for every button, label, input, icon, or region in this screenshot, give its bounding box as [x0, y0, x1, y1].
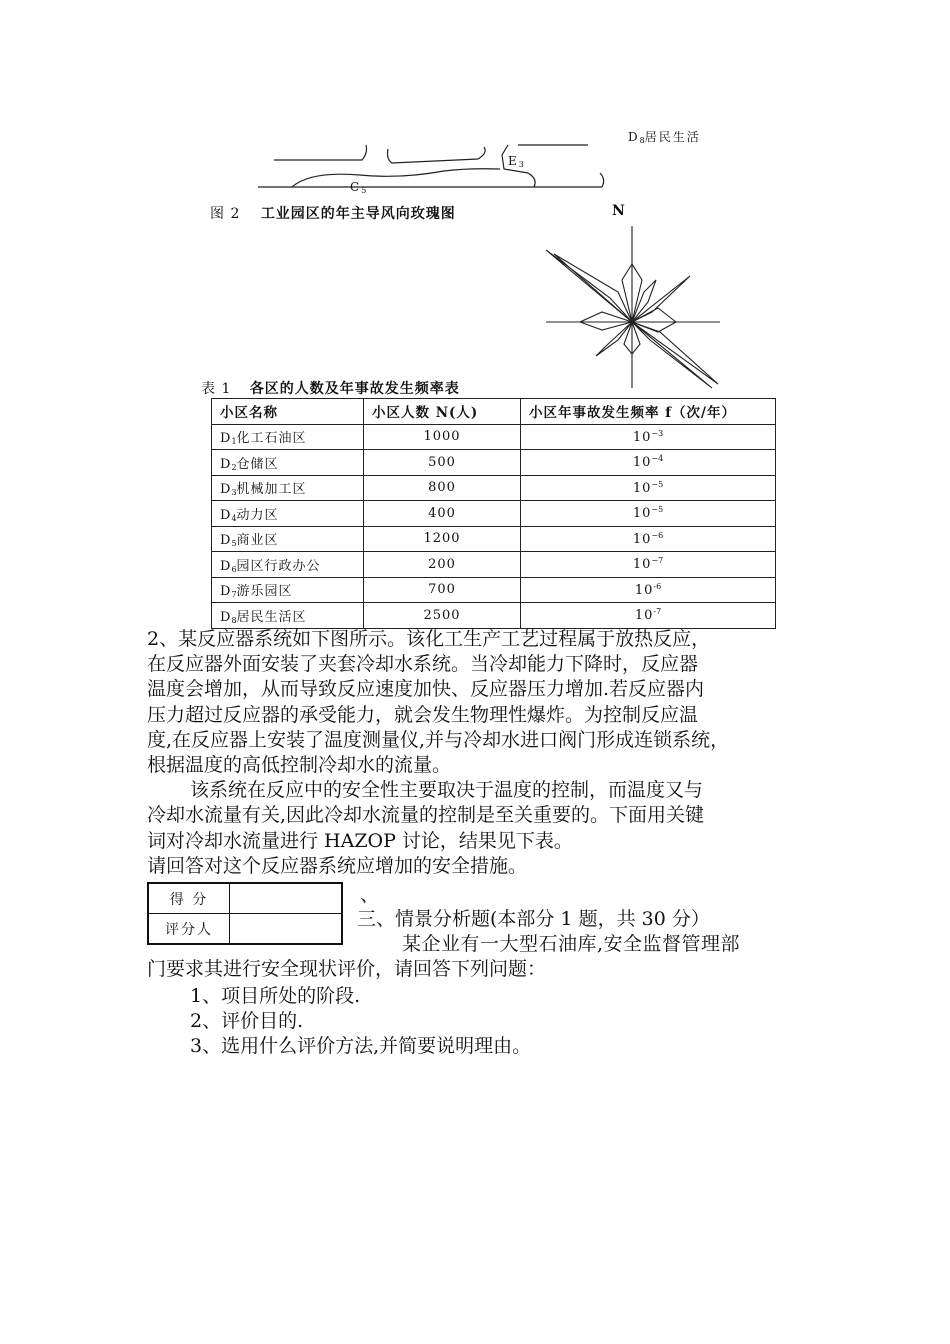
population-cell: 1200	[364, 526, 521, 552]
map-line-c5-curve	[292, 169, 500, 187]
figure-number: 图 2	[210, 206, 241, 222]
figure-title: 工业园区的年主导风向玫瑰图	[260, 206, 456, 222]
table-row	[212, 475, 776, 501]
q2-line: 该系统在反应中的安全性主要取决于温度的控制，而温度又与	[190, 779, 704, 802]
table-row	[212, 577, 776, 603]
section-3-question-2: 2、评价目的.	[190, 1010, 304, 1032]
q2-line: 请回答对这个反应器系统应增加的安全措施。	[147, 854, 528, 877]
district-name-cell: $D_2$仓储区	[212, 450, 364, 476]
rose-petal-se-2	[632, 322, 712, 388]
frequency-cell: $10^{-6}$	[521, 526, 776, 552]
map-line-upper-left	[274, 145, 367, 160]
q2-line: 词对冷却水流量进行 HAZOP 讨论，结果见下表。	[147, 829, 573, 852]
frequency-cell: $10^{-5}$	[521, 501, 776, 527]
table-header-row	[212, 399, 776, 425]
score-value-cell[interactable]	[230, 883, 343, 914]
district-accident-frequency-table	[211, 398, 776, 629]
section-3-intro-2: 门要求其进行安全现状评价，请回答下列问题：	[147, 958, 547, 980]
header-district-name: 小区名称	[212, 399, 364, 425]
district-name-cell: $D_7$游乐园区	[212, 577, 364, 603]
district-name-cell: $D_3$机械加工区	[212, 475, 364, 501]
district-name-cell: $D_5$商业区	[212, 526, 364, 552]
table-number: 表 1	[201, 381, 232, 397]
table-title: 各区的人数及年事故发生频率表	[249, 381, 460, 397]
map-line-right-bracket	[600, 173, 604, 187]
table-row	[212, 450, 776, 476]
north-label: N	[612, 203, 626, 219]
district-name-cell: $D_4$动力区	[212, 501, 364, 527]
frequency-cell: $10^{-6}$	[521, 577, 776, 603]
section-3-question-3: 3、选用什么评价方法,并简要说明理由。	[190, 1035, 532, 1057]
district-name-cell: $D_6$园区行政办公	[212, 552, 364, 578]
map-label-e3: $E_3$	[508, 154, 524, 169]
frequency-cell: $10^{-7}$	[521, 603, 776, 629]
q2-line: 根据温度的高低控制冷却水的流量。	[147, 754, 452, 777]
map-line-upper-mid	[388, 147, 486, 163]
industrial-park-map-fragment	[250, 135, 620, 195]
q2-line: 温度会增加，从而导致反应速度加快、反应器压力增加.若反应器内	[147, 678, 705, 701]
q2-line: 2、某反应器系统如下图所示。该化工生产工艺过程属于放热反应，	[147, 628, 711, 650]
score-label: 得 分	[148, 883, 230, 914]
population-cell: 2500	[364, 603, 521, 629]
question-2	[147, 627, 817, 879]
population-cell: 700	[364, 577, 521, 603]
table-row	[212, 501, 776, 527]
frequency-cell: $10^{-4}$	[521, 450, 776, 476]
table-row	[212, 603, 776, 629]
table-row	[212, 424, 776, 450]
population-cell: 800	[364, 475, 521, 501]
figure-2-caption	[210, 203, 456, 223]
q2-line: 冷却水流量有关,因此冷却水流量的控制是至关重要的。下面用关键	[147, 804, 705, 827]
grader-label: 评分人	[148, 914, 230, 945]
district-name-cell: $D_8$居民生活区	[212, 603, 364, 629]
q2-line: 在反应器外面安装了夹套冷却水系统。当冷却能力下降时，反应器	[147, 653, 699, 676]
population-cell: 400	[364, 501, 521, 527]
header-frequency: 小区年事故发生频率 f（次/年）	[521, 399, 776, 425]
frequency-cell: $10^{-7}$	[521, 552, 776, 578]
population-cell: 200	[364, 552, 521, 578]
population-cell: 500	[364, 450, 521, 476]
q2-line: 压力超过反应器的承受能力，就会发生物理性爆炸。为控制反应温	[147, 703, 699, 726]
wind-rose-diagram	[540, 220, 730, 392]
population-cell: 1000	[364, 424, 521, 450]
district-name-cell: $D_1$化工石油区	[212, 424, 364, 450]
table-1-caption	[201, 378, 460, 398]
section-3-heading: 三、情景分析题(本部分 1 题，共 30 分）	[357, 908, 710, 930]
header-population: 小区人数 N(人)	[364, 399, 521, 425]
section-3-intro-1: 某企业有一大型石油库,安全监督管理部	[402, 933, 741, 955]
table-row	[212, 552, 776, 578]
map-label-d8: $D_8$居民生活	[628, 130, 701, 145]
section-3-mark: 、	[360, 884, 380, 906]
rose-petal-se	[632, 322, 718, 384]
grader-value-cell[interactable]	[230, 914, 343, 945]
section-3-question-1: 1、项目所处的阶段.	[190, 985, 361, 1007]
q2-line: 度,在反应器上安装了温度测量仪,并与冷却水进口阀门形成连锁系统，	[147, 728, 730, 751]
map-label-c5: $C_5$	[350, 180, 367, 195]
table-row	[212, 526, 776, 552]
score-box	[147, 882, 343, 945]
rose-petal-nw-2	[554, 254, 632, 322]
frequency-cell: $10^{-3}$	[521, 424, 776, 450]
frequency-cell: $10^{-5}$	[521, 475, 776, 501]
